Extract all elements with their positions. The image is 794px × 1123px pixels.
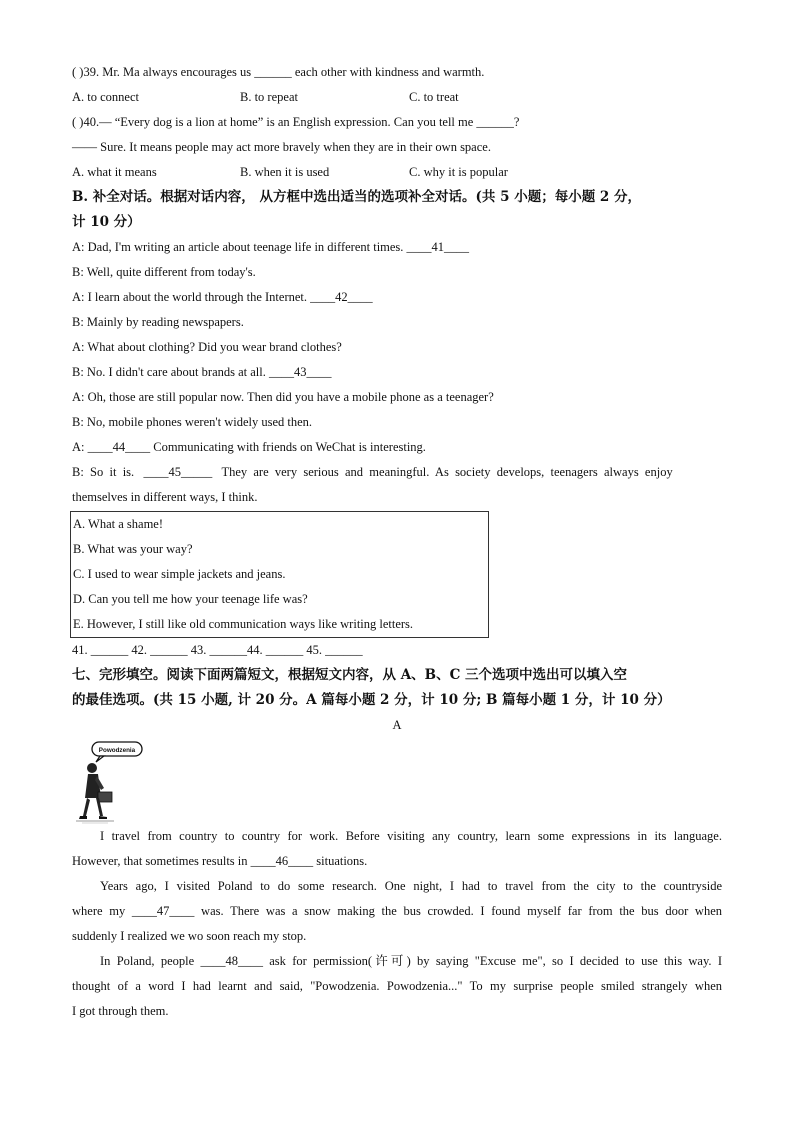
q40-option-b[interactable]: B. when it is used [240, 165, 330, 179]
box-option-d: D. Can you tell me how your teenage life was? [73, 592, 308, 606]
box-option-c: C. I used to wear simple jackets and jeans. [73, 567, 286, 581]
section-b-heading-line1: B. 补全对话。根据对话内容， 从方框中选出适当的选项补全对话。(共 5 小题；每小题 2 分， [72, 189, 641, 205]
q40-options [72, 160, 722, 185]
q39-options [72, 85, 722, 110]
q39-option-c[interactable]: C. to treat [409, 90, 459, 104]
dialogue-line: A: Dad, I'm writing an article about teenage life in different times. ____41____ [72, 240, 470, 254]
dialogue-line: A: I learn about the world through the Internet. ____42____ [72, 290, 373, 304]
q40-option-a[interactable]: A. what it means [72, 165, 157, 179]
dialogue-line: B: Well, quite different from today's. [72, 265, 256, 279]
dialogue-line: B: Mainly by reading newspapers. [72, 315, 244, 329]
dialogue-line: A: What about clothing? Did you wear brand clothes? [72, 340, 342, 354]
traveler-illustration [72, 738, 722, 824]
traveler-image [74, 740, 146, 824]
q39-option-b[interactable]: B. to repeat [240, 90, 298, 104]
section-seven-heading-line1: 七、完形填空。阅读下面两篇短文，根据短文内容，从 A、B、C 三个选项中选出可以填入空 [72, 667, 628, 683]
box-option-a: A. What a shame! [73, 517, 164, 531]
dialogue-line: B: So it is. ____45_____ They are very serious and meaningful. As society develops, teenagers always enjoy [72, 465, 673, 479]
sign-text: Powodzenia [98, 747, 136, 754]
paragraph-line: In Poland, people ____48____ ask for permission(许可) by saying "Excuse me", so I decided to use this way. I [100, 954, 722, 968]
q40-reply: —— Sure. It means people may act more bravely when they are in their own space. [72, 140, 491, 154]
answer-line[interactable]: 41. ______ 42. ______ 43. ______44. ______ 45. ______ [72, 643, 363, 657]
paragraph-line: I travel from country to country for work. Before visiting any country, learn some expressions in its language. [100, 829, 722, 843]
paragraph-line: I got through them. [72, 1004, 169, 1018]
q39-stem: ( )39. Mr. Ma always encourages us ______ each other with kindness and warmth. [72, 65, 485, 79]
q40-option-c[interactable]: C. why it is popular [409, 165, 508, 179]
exam-page [72, 60, 722, 1024]
q40-stem: ( )40.— “Every dog is a lion at home” is an English expression. Can you tell me ______? [72, 115, 520, 129]
dialogue-line: themselves in different ways, I think. [72, 490, 258, 504]
dialogue-line: A: ____44____ Communicating with friends on WeChat is interesting. [72, 440, 426, 454]
section-seven-heading-line2: 的最佳选项。(共 15 小题, 计 20 分。A 篇每小题 2 分，计 10 分; B 篇每小题 1 分，计 10 分） [72, 692, 671, 708]
box-option-e: E. However, I still like old communication ways like writing letters. [73, 617, 414, 631]
paragraph-line: thought of a word I had learnt and said, "Powodzenia. Powodzenia..." To my surprise people smiled strangely when [72, 979, 722, 993]
paragraph-line: However, that sometimes results in ____46____ situations. [72, 854, 368, 868]
dialogue-line: B: No, mobile phones weren't widely used then. [72, 415, 313, 429]
box-option-b: B. What was your way? [73, 542, 193, 556]
passage-text [72, 824, 722, 1024]
paragraph-line: Years ago, I visited Poland to do some research. One night, I had to travel from the city to the countryside [100, 879, 722, 893]
dialogue-line: B: No. I didn't care about brands at all. ____43____ [72, 365, 332, 379]
paragraph-line: where my ____47____ was. There was a snow making the bus crowded. I found myself far from the bus door when [72, 904, 722, 918]
section-b-heading-line2: 计 10 分） [72, 214, 141, 230]
dialogue-line: A: Oh, those are still popular now. Then did you have a mobile phone as a teenager? [72, 390, 494, 404]
options-box [70, 511, 489, 638]
dialogue [72, 235, 722, 510]
passage-label: A [392, 718, 402, 732]
q39-option-a[interactable]: A. to connect [72, 90, 139, 104]
paragraph-line: suddenly I realized we wo soon reach my stop. [72, 929, 307, 943]
